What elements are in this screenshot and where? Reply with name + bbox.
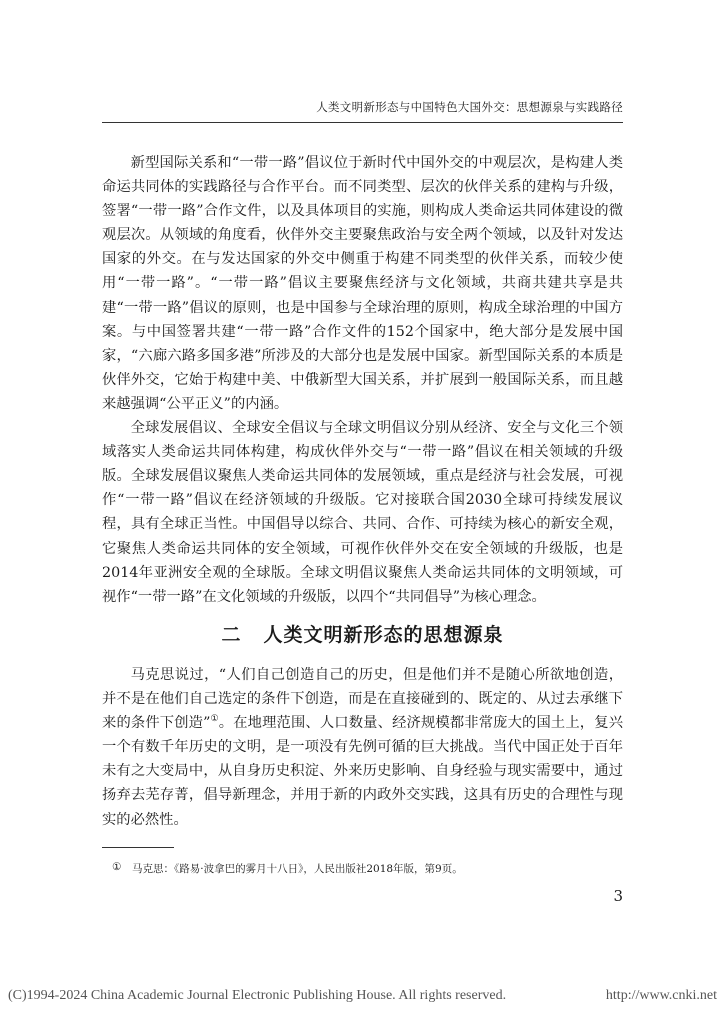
footnote (112, 861, 623, 876)
section-title: 人类文明新形态的思想源泉 (263, 624, 504, 646)
copyright-line (8, 988, 717, 1004)
footnote-text: 马克思：《路易·波拿巴的雾月十八日》，人民出版社2018年版，第9页。 (132, 863, 463, 875)
body-text-block-1 (102, 151, 623, 609)
copyright-notice: (C)1994-2024 China Academic Journal Electronic Publishing House. All rights reserved. (8, 988, 507, 1003)
paragraph: 全球发展倡议、全球安全倡议与全球文明倡议分别从经济、安全与文化三个领域落实人类命运共同体构建，构成伙伴外交与“一带一路”倡议在相关领域的升级版。全球发展倡议聚焦人类命运共同体的发展领域，重点是经济与社会发展，可视作“一带一路”倡议在经济领域的升级版。它对接联合国2030全球可持续发展议程，具有全球正当性。中国倡导以综合、共同、合作、可持续为核心的新安全观，它聚焦人类命运共同体的安全领域，可视作伙伴外交在安全领域的升级版，也是2014年亚洲安全观的全球版。全球文明倡议聚焦人类命运共同体的文明领域，可视作“一带一路”在文化领域的升级版，以四个“共同倡导”为核心理念。 (102, 420, 623, 605)
header-rule (102, 122, 623, 123)
paragraph-text: 马克思说过，“人们自己创造自己的历史，但是他们并不是随心所欲地创造，并不是在他们自己选定的条件下创造，而是在直接碰到的、既定的、从过去承继下来的条件下创造” (102, 667, 623, 732)
page-number: 3 (613, 887, 623, 905)
paragraph-text-continued: 。在地理范围、人口数量、经济规模都非常庞大的国土上，复兴一个有数千年历史的文明，是一项没有先例可循的巨大挑战。当代中国正处于百年未有之大变局中，从自身历史积淀、外来历史影响、自身经验与现实需要中，通过扬弃去芜存菁，倡导新理念，并用于新的内政外交实践，这具有历史的合理性与现实的必然性。 (102, 715, 623, 828)
footnote-rule (102, 847, 174, 848)
cnki-link[interactable]: http://www.cnki.net (605, 988, 717, 1003)
running-header: 人类文明新形态与中国特色大国外交：思想源泉与实践路径 (316, 100, 623, 114)
section-heading (102, 620, 623, 647)
paragraph: 新型国际关系和“一带一路”倡议位于新时代中国外交的中观层次，是构建人类命运共同体的实践路径与合作平台。而不同类型、层次的伙伴关系的建构与升级，签署“一带一路”合作文件，以及具体项目的实施，则构成人类命运共同体建设的微观层次。从领域的角度看，伙伴外交主要聚焦政治与安全两个领域，以及针对发达国家的外交。在与发达国家的外交中侧重于构建不同类型的伙伴关系，而较少使用“一带一路”。“一带一路”倡议主要聚焦经济与文化领域，共商共建共享是共建“一带一路”倡议的原则，也是中国参与全球治理的原则，构成全球治理的中国方案。与中国签署共建“一带一路”合作文件的152个国家中，绝大部分是发展中国家，“六廊六路多国多港”所涉及的大部分也是发展中国家。新型国际关系的本质是伙伴外交，它始于构建中美、中俄新型大国关系，并扩展到一般国际关系，而且越来越强调“公平正义”的内涵。 (102, 155, 623, 412)
footnote-mark: ① (112, 861, 122, 873)
section-number: 二 (221, 624, 242, 646)
footnote-reference[interactable]: ① (210, 714, 219, 725)
body-text-block-2 (102, 663, 623, 832)
paragraph (102, 663, 623, 832)
